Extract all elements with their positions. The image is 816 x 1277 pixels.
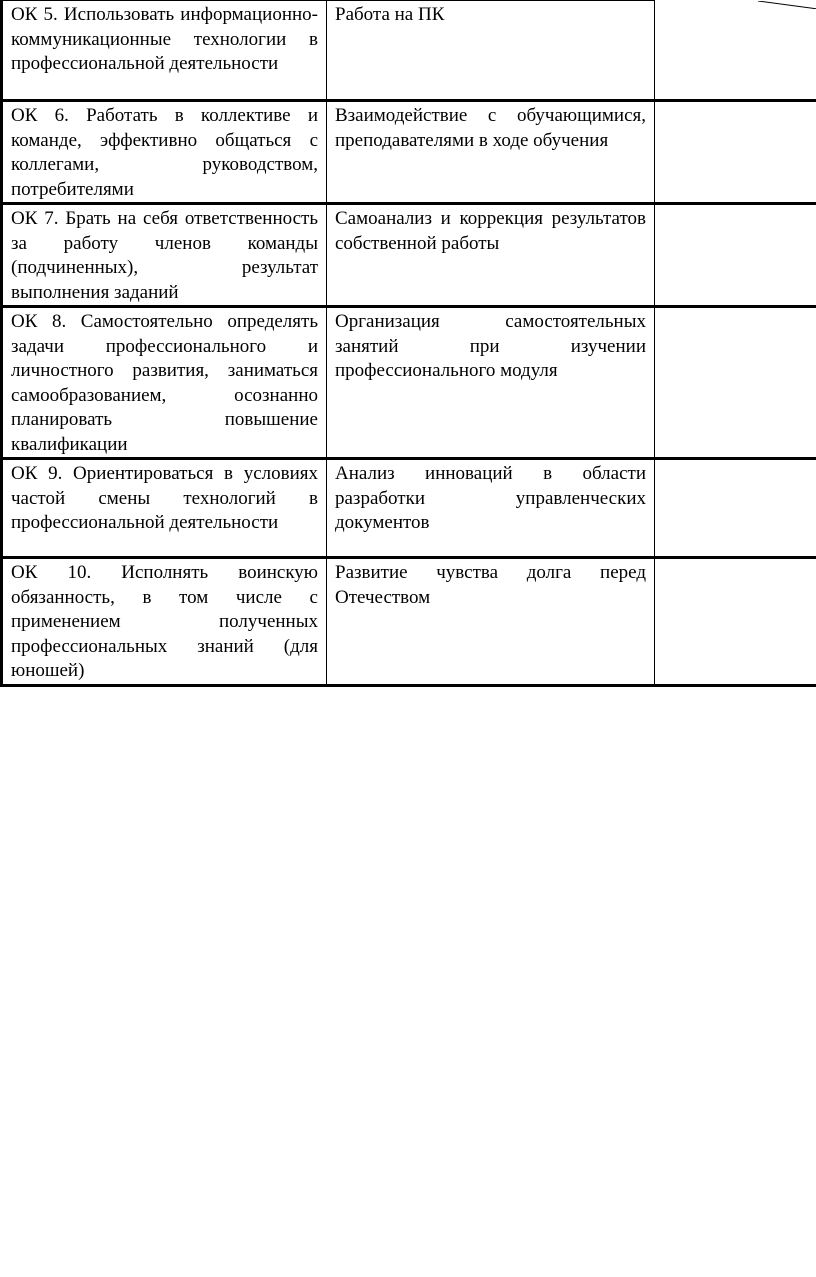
activity-cell: Самоанализ и коррекция результатов собственной работы — [327, 204, 655, 307]
empty-cell — [655, 459, 816, 558]
empty-cell — [655, 307, 816, 459]
competency-cell: ОК 9. Ориентироваться в условиях частой смены технологий в профессиональной деятельности — [2, 459, 327, 558]
table-row — [2, 459, 816, 558]
empty-cell — [655, 101, 816, 204]
activity-cell: Развитие чувства долга перед Отечеством — [327, 558, 655, 686]
empty-cell — [655, 204, 816, 307]
empty-cell — [655, 1, 816, 101]
activity-cell: Организация самостоятельных занятий при изучении профессионального модуля — [327, 307, 655, 459]
competency-cell: ОК 5. Использовать информационно-коммуникационные технологии в профессиональной деятельности — [2, 1, 327, 101]
table-row — [2, 558, 816, 686]
corner-rule-decoration — [758, 1, 816, 9]
competency-cell: ОК 8. Самостоятельно определять задачи профессионального и личностного развития, заниматься самообразованием, осознанно планировать повышение квалификации — [2, 307, 327, 459]
table-row — [2, 1, 816, 101]
competency-cell: ОК 7. Брать на себя ответственность за работу членов команды (подчиненных), результат выполнения заданий — [2, 204, 327, 307]
table-row — [2, 307, 816, 459]
table-row — [2, 204, 816, 307]
competency-cell: ОК 10. Исполнять воинскую обязанность, в том числе с применением полученных профессиональных знаний (для юношей) — [2, 558, 327, 686]
activity-cell: Работа на ПК — [327, 1, 655, 101]
table-row — [2, 101, 816, 204]
activity-cell: Анализ инноваций в области разработки управленческих документов — [327, 459, 655, 558]
activity-cell: Взаимодействие с обучающимися, преподавателями в ходе обучения — [327, 101, 655, 204]
empty-cell — [655, 558, 816, 686]
competency-cell: ОК 6. Работать в коллективе и команде, эффективно общаться с коллегами, руководством, потребителями — [2, 101, 327, 204]
